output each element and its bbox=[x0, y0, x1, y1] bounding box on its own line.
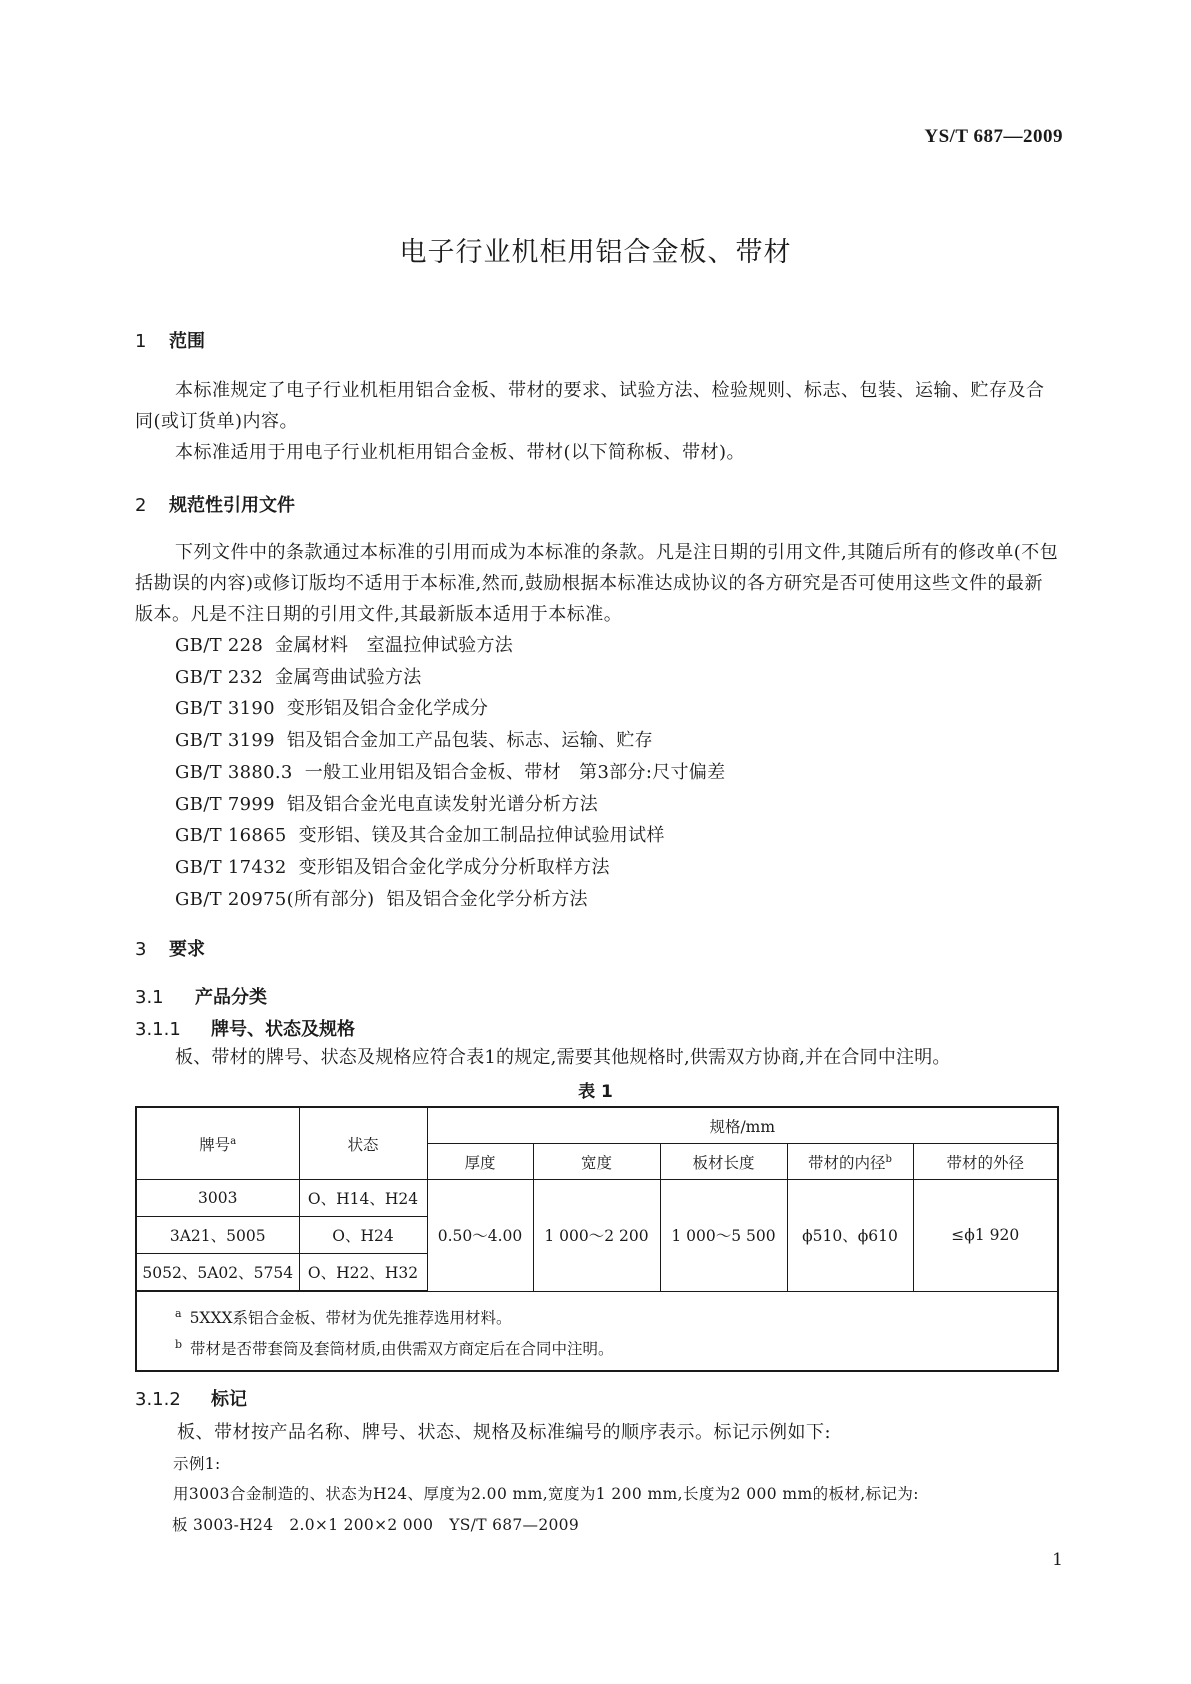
section-number: 3.1.2 bbox=[135, 1389, 181, 1410]
reference-code: GB/T 3190 bbox=[175, 698, 275, 720]
reference-item bbox=[175, 693, 725, 725]
footnote-mark: b bbox=[175, 1337, 183, 1351]
reference-title: 变形铝及铝合金化学成分 bbox=[286, 698, 489, 720]
section-3-1-1-heading bbox=[135, 1015, 355, 1041]
section-3-1-2-text: 板、带材按产品名称、牌号、状态、规格及标准编号的顺序表示。标记示例如下: bbox=[177, 1422, 832, 1443]
header-thickness: 厚度 bbox=[427, 1144, 533, 1180]
section-number: 3 bbox=[135, 939, 147, 960]
marking-example bbox=[172, 1513, 595, 1535]
section-title: 标记 bbox=[211, 1389, 247, 1410]
header-width: 宽度 bbox=[533, 1144, 660, 1180]
reference-code: GB/T 17432 bbox=[175, 856, 287, 878]
header-spec: 规格/mm bbox=[427, 1108, 1057, 1144]
section-title: 要求 bbox=[169, 939, 205, 960]
reference-item bbox=[175, 757, 725, 789]
cell-temper: O、H14、H24 bbox=[299, 1180, 427, 1217]
section-2-intro: 下列文件中的条款通过本标准的引用而成为本标准的条款。凡是注日期的引用文件,其随后所有的修改单(不包括勘误的内容)或修订版均不适用于本标准,然而,鼓励根据本标准达成协议的各方研究是否可使用这些文件的最新版本。凡是不注日期的引用文件,其最新版本适用于本标准。 bbox=[135, 542, 1059, 625]
reference-title: 金属材料 室温拉伸试验方法 bbox=[275, 635, 514, 656]
section-number: 3.1.1 bbox=[135, 1019, 181, 1040]
reference-title: 变形铝、镁及其合金加工制品拉伸试验用试样 bbox=[298, 825, 665, 847]
reference-title: 变形铝及铝合金化学成分分析取样方法 bbox=[298, 856, 610, 878]
reference-item bbox=[175, 662, 725, 694]
section-3-heading bbox=[135, 935, 205, 961]
header-coil-inner bbox=[787, 1144, 913, 1180]
cell-width: 1 000～2 200 bbox=[533, 1180, 660, 1292]
footnote-mark: a bbox=[175, 1306, 182, 1320]
footnote-ref-b: b bbox=[885, 1153, 892, 1165]
reference-item bbox=[175, 725, 725, 757]
marking-product: 板 3003-H24 bbox=[172, 1516, 274, 1534]
header-grade-label: 牌号 bbox=[199, 1135, 231, 1154]
marking-standard: YS/T 687—2009 bbox=[449, 1516, 580, 1534]
example-text: 用3003合金制造的、状态为H24、厚度为2.00 mm,宽度为1 200 mm,长度为2 000 mm的板材,标记为: bbox=[173, 1485, 919, 1503]
header-sheet-length: 板材长度 bbox=[660, 1144, 787, 1180]
section-title: 产品分类 bbox=[195, 987, 267, 1008]
cell-coil-inner: ϕ510、ϕ610 bbox=[787, 1180, 913, 1292]
header-temper: 状态 bbox=[299, 1108, 427, 1180]
section-1-heading bbox=[135, 327, 205, 353]
section-3-1-2-heading bbox=[135, 1385, 247, 1411]
reference-code: GB/T 3880.3 bbox=[175, 761, 293, 783]
cell-grade: 3003 bbox=[137, 1180, 299, 1217]
section-3-1-1-text: 板、带材的牌号、状态及规格应符合表1的规定,需要其他规格时,供需双方协商,并在合同中注明。 bbox=[175, 1047, 951, 1068]
table-row bbox=[137, 1180, 1057, 1217]
reference-title: 铝及铝合金化学分析方法 bbox=[386, 888, 588, 910]
reference-title: 铝及铝合金加工产品包装、标志、运输、贮存 bbox=[286, 730, 653, 752]
reference-item bbox=[175, 789, 725, 821]
cell-grade: 5052、5A02、5754 bbox=[137, 1254, 299, 1292]
reference-code: GB/T 232 bbox=[175, 666, 264, 688]
section-title: 范围 bbox=[169, 331, 205, 352]
section-1-paragraph-1: 本标准规定了电子行业机柜用铝合金板、带材的要求、试验方法、检验规则、标志、包装、运输、贮存及合同(或订货单)内容。 bbox=[135, 380, 1045, 432]
reference-title: 铝及铝合金光电直读发射光谱分析方法 bbox=[286, 793, 599, 815]
footnote-ref-a: a bbox=[230, 1135, 237, 1147]
table-header-row bbox=[137, 1108, 1057, 1144]
document-title: 电子行业机柜用铝合金板、带材 bbox=[399, 237, 792, 268]
section-number: 1 bbox=[135, 331, 147, 352]
spec-table bbox=[137, 1108, 1057, 1292]
cell-coil-outer: ≤ϕ1 920 bbox=[913, 1180, 1057, 1292]
reference-item bbox=[175, 630, 725, 662]
reference-title: 一般工业用铝及铝合金板、带材 第3部分:尺寸偏差 bbox=[304, 761, 726, 783]
table-footnote-b bbox=[175, 1337, 613, 1359]
reference-code: GB/T 20975(所有部分) bbox=[175, 888, 375, 910]
example-label: 示例1: bbox=[173, 1455, 221, 1473]
reference-item bbox=[175, 820, 725, 852]
cell-grade: 3A21、5005 bbox=[137, 1217, 299, 1254]
footnote-text: 带材是否带套筒及套筒材质,由供需双方商定后在合同中注明。 bbox=[190, 1340, 614, 1358]
section-title: 牌号、状态及规格 bbox=[211, 1019, 355, 1040]
reference-item bbox=[175, 884, 725, 916]
footnote-text: 5XXX系铝合金板、带材为优先推荐选用材料。 bbox=[189, 1309, 512, 1327]
cell-temper: O、H22、H32 bbox=[299, 1254, 427, 1292]
reference-item bbox=[175, 852, 725, 884]
section-title: 规范性引用文件 bbox=[169, 495, 295, 516]
reference-code: GB/T 7999 bbox=[175, 793, 275, 815]
section-2-heading bbox=[135, 491, 295, 517]
standard-code: YS/T 687—2009 bbox=[924, 126, 1063, 147]
table-footnote-a bbox=[175, 1306, 512, 1328]
section-number: 2 bbox=[135, 495, 147, 516]
reference-code: GB/T 16865 bbox=[175, 825, 287, 847]
reference-list bbox=[175, 630, 725, 915]
cell-temper: O、H24 bbox=[299, 1217, 427, 1254]
table-caption: 表 1 bbox=[578, 1082, 613, 1102]
section-number: 3.1 bbox=[135, 987, 164, 1008]
page-number: 1 bbox=[1052, 1550, 1063, 1570]
header-coil-inner-label: 带材的内径 bbox=[808, 1153, 886, 1172]
marking-size: 2.0×1 200×2 000 bbox=[289, 1516, 434, 1534]
header-grade bbox=[137, 1108, 299, 1180]
header-coil-outer: 带材的外径 bbox=[913, 1144, 1057, 1180]
spec-table-box bbox=[135, 1106, 1059, 1372]
cell-thickness: 0.50～4.00 bbox=[427, 1180, 533, 1292]
reference-code: GB/T 3199 bbox=[175, 730, 275, 752]
reference-title: 金属弯曲试验方法 bbox=[275, 666, 422, 688]
section-3-1-heading bbox=[135, 983, 267, 1009]
section-1-paragraph-2: 本标准适用于用电子行业机柜用铝合金板、带材(以下简称板、带材)。 bbox=[175, 442, 746, 463]
reference-code: GB/T 228 bbox=[175, 635, 264, 656]
cell-sheet-length: 1 000～5 500 bbox=[660, 1180, 787, 1292]
